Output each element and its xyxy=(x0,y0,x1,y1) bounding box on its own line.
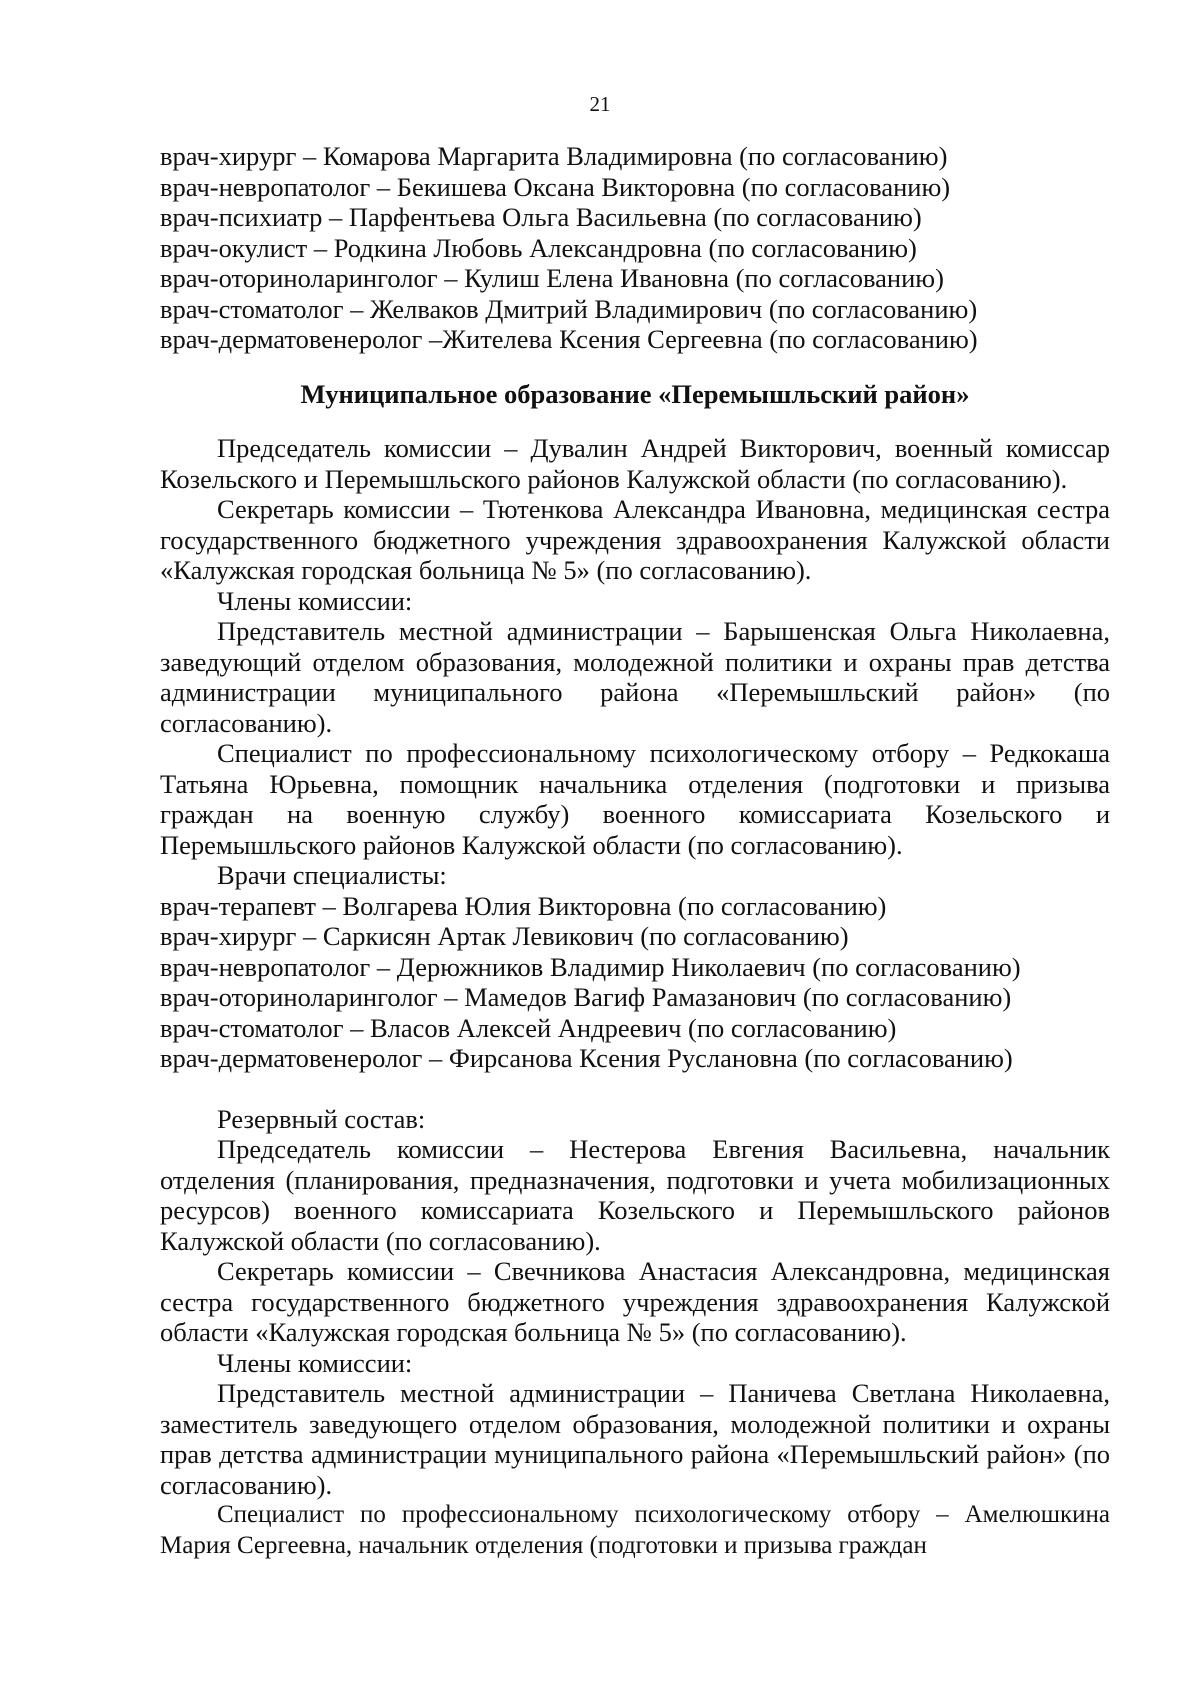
document-body xyxy=(160,141,1110,1561)
reserve-chairman-paragraph: Председатель комиссии – Нестерова Евгения Васильевна, начальник отделения (планирования, предназначения, подготовки и учета мобилизационных ресурсов) военного комиссариата Козельского и Перемышльского районов Калужской области (по согласованию). xyxy=(160,1134,1110,1256)
list-item: врач-терапевт – Волгарева Юлия Викторовна (по согласованию) xyxy=(160,890,887,921)
list-item: врач-оториноларинголог – Мамедов Вагиф Рамазанович (по согласованию) xyxy=(160,982,1012,1012)
list-item: врач-дерматовенеролог –Жителева Ксения Сергеевна (по согласованию) xyxy=(160,324,978,354)
list-item: врач-невропатолог – Дерюжников Владимир Николаевич (по согласованию) xyxy=(160,951,1021,982)
list-item: врач-психиатр – Парфентьева Ольга Васильевна (по согласованию) xyxy=(160,202,922,232)
members-label: Члены комиссии: xyxy=(217,585,413,616)
reserve-members-label: Члены комиссии: xyxy=(217,1347,413,1378)
list-item: врач-стоматолог – Желваков Дмитрий Владимирович (по согласованию) xyxy=(160,293,978,324)
main-commission xyxy=(160,433,1110,1074)
reserve-psych-specialist-paragraph: Специалист по профессиональному психологическому отбору – Амелюшкина Мария Сергеевна, начальник отделения (подготовки и призыва граждан xyxy=(160,1501,1110,1559)
secretary-paragraph: Секретарь комиссии – Тютенкова Александра Ивановна, медицинская сестра государственного бюджетного учреждения здравоохранения Калужской области «Калужская городская больница № 5» (по согласованию). xyxy=(160,494,1110,585)
chairman-paragraph: Председатель комиссии – Дувалин Андрей Викторович, военный комиссар Козельского и Перемышльского районов Калужской области (по согласованию). xyxy=(160,433,1110,494)
doctors-list xyxy=(160,891,1110,1074)
psych-specialist-paragraph: Специалист по профессиональному психологическому отбору – Редкокаша Татьяна Юрьевна, помощник начальника отделения (подготовки и призыва граждан на военную службу) военного комиссариата Козельского и Перемышльского районов Калужской области (по согласованию). xyxy=(160,738,1110,860)
list-item: врач-стоматолог – Власов Алексей Андреевич (по согласованию) xyxy=(160,1012,897,1043)
list-item: врач-дерматовенеролог – Фирсанова Ксения Руслановна (по согласованию) xyxy=(160,1043,1013,1073)
reserve-label: Резервный состав: xyxy=(217,1103,426,1134)
list-item: врач-хирург – Саркисян Артак Левикович (по согласованию) xyxy=(160,921,849,951)
list-item: врач-хирург – Комарова Маргарита Владимировна (по согласованию) xyxy=(160,141,948,171)
reserve-commission xyxy=(160,1104,1110,1562)
reserve-secretary-paragraph: Секретарь комиссии – Свечникова Анастасия Александровна, медицинская сестра государственного бюджетного учреждения здравоохранения Калужской области «Калужская городская больница № 5» (по согласованию). xyxy=(160,1256,1110,1347)
page-number: 21 xyxy=(589,92,611,116)
reserve-admin-rep-paragraph: Представитель местной администрации – Паничева Светлана Николаевна, заместитель заведующего отделом образования, молодежной политики и охраны прав детства администрации муниципального района «Перемышльский район» (по согласованию). xyxy=(160,1378,1110,1500)
spacer xyxy=(160,1074,1110,1104)
section-title: Муниципальное образование «Перемышльский район» xyxy=(300,378,970,409)
list-item: врач-оториноларинголог – Кулиш Елена Ивановна (по согласованию) xyxy=(160,263,944,293)
list-item: врач-окулист – Родкина Любовь Александровна (по согласованию) xyxy=(160,232,917,263)
doctors-label: Врачи специалисты: xyxy=(217,860,447,890)
top-doctors-list xyxy=(160,141,1110,355)
list-item: врач-невропатолог – Бекишева Оксана Викторовна (по согласованию) xyxy=(160,171,951,202)
admin-rep-paragraph: Представитель местной администрации – Барышенская Ольга Николаевна, заведующий отделом образования, молодежной политики и охраны прав детства администрации муниципального района «Перемышльский район» (по согласованию). xyxy=(160,616,1110,738)
